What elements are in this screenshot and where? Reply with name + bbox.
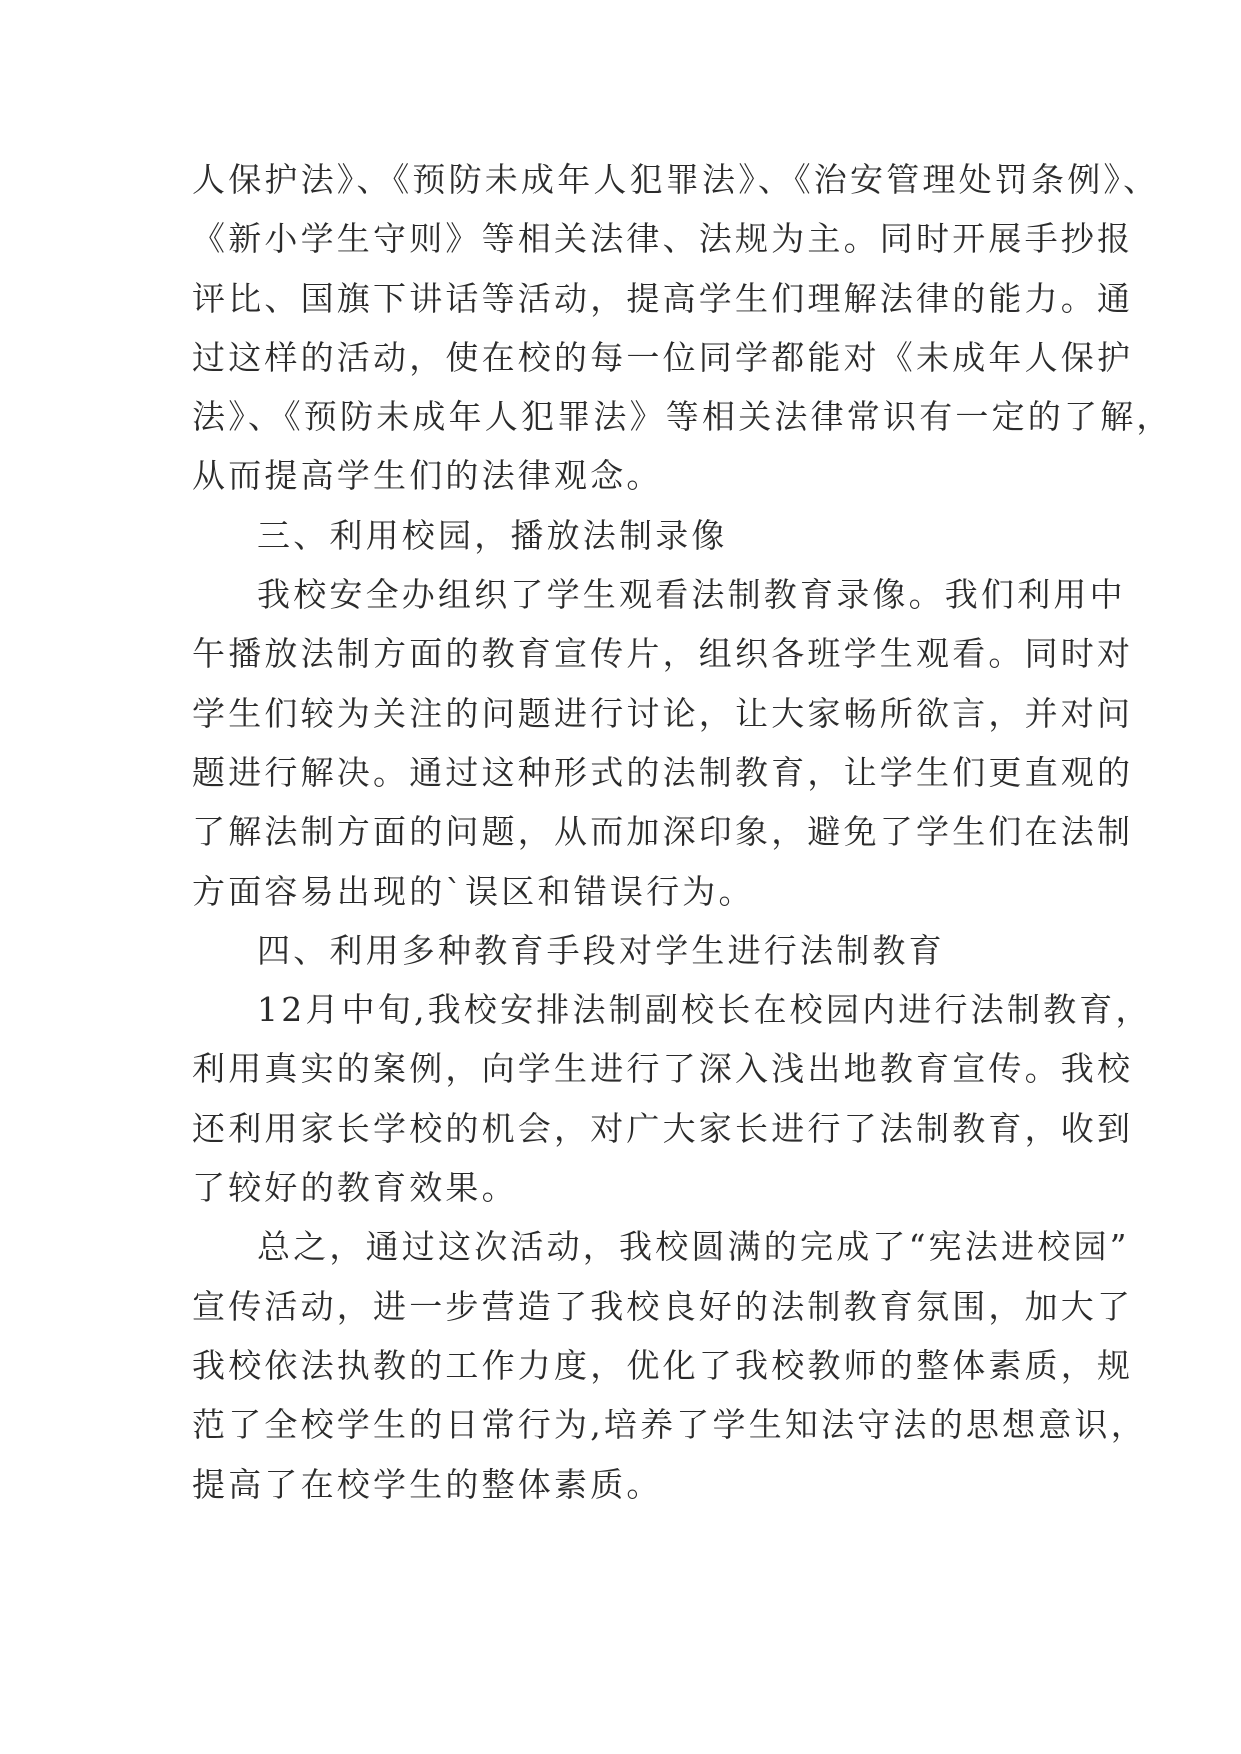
paragraph-line: 还利用家长学校的机会，对广大家长进行了法制教育，收到 xyxy=(192,1108,1134,1148)
document-body xyxy=(192,150,1173,1514)
paragraph-line: 了解法制方面的问题，从而加深印象，避免了学生们在法制 xyxy=(192,812,1134,852)
paragraph-line: 人保护法》、《预防未成年人犯罪法》、《治安管理处罚条例》、 xyxy=(192,160,1160,199)
paragraph-line: 我校依法执教的工作力度，优化了我校教师的整体素质，规 xyxy=(192,1345,1134,1385)
paragraph-line: 学生们较为关注的问题进行讨论，让大家畅所欲言，并对问 xyxy=(192,693,1134,733)
paragraph-line: 从而提高学生们的法律观念。 xyxy=(192,456,663,496)
paragraph-line: 题进行解决。通过这种形式的法制教育，让学生们更直观的 xyxy=(192,752,1134,792)
paragraph-line: 法》、《预防未成年人犯罪法》等相关法律常识有一定的了解， xyxy=(192,397,1173,437)
paragraph-line: 范了全校学生的日常行为,培养了学生知法守法的思想意识， xyxy=(192,1405,1147,1445)
paragraph-line: 总之，通过这次活动，我校圆满的完成了“宪法进校园” xyxy=(257,1227,1130,1267)
paragraph-line: 过这样的活动，使在校的每一位同学都能对《未成年人保护 xyxy=(192,337,1134,377)
paragraph-line: 提高了在校学生的整体素质。 xyxy=(192,1464,663,1504)
paragraph-line: 利用真实的案例，向学生进行了深入浅出地教育宣传。我校 xyxy=(192,1049,1134,1089)
section-heading: 四、利用多种教育手段对学生进行法制教育 xyxy=(257,930,945,970)
paragraph-line: 评比、国旗下讲话等活动，提高学生们理解法律的能力。通 xyxy=(192,278,1134,318)
paragraph-line: 12月中旬,我校安排法制副校长在校园内进行法制教育， xyxy=(257,990,1152,1030)
paragraph-line: 午播放法制方面的教育宣传片，组织各班学生观看。同时对 xyxy=(192,634,1134,674)
paragraph-line: 《新小学生守则》等相关法律、法规为主。同时开展手抄报 xyxy=(192,219,1134,259)
section-heading: 三、利用校园，播放法制录像 xyxy=(257,515,728,555)
paragraph-line: 宣传活动，进一步营造了我校良好的法制教育氛围，加大了 xyxy=(192,1286,1134,1326)
paragraph-line: 了较好的教育效果。 xyxy=(192,1168,518,1208)
paragraph-line: 方面容易出现的`误区和错误行为。 xyxy=(192,871,755,911)
paragraph-line: 我校安全办组织了学生观看法制教育录像。我们利用中 xyxy=(257,575,1126,615)
